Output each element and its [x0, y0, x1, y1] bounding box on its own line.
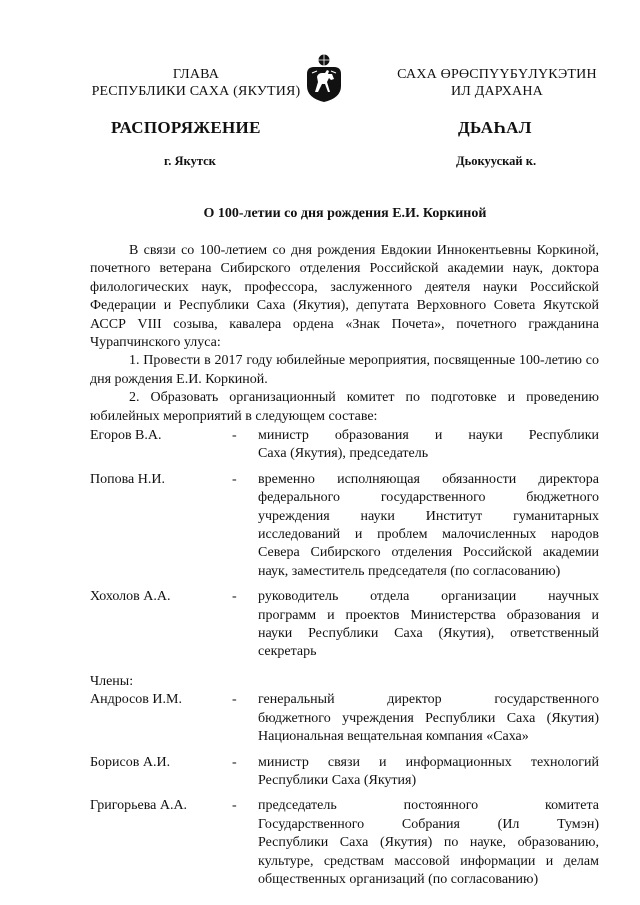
committee-row	[90, 427, 599, 464]
member-role	[258, 427, 599, 464]
member-role	[258, 471, 599, 581]
issuer-republic-line: РЕСПУБЛИКИ САХА (ЯКУТИЯ)	[91, 84, 301, 99]
preamble-paragraph: В связи со 100-летием со дня рождения Евдокии Иннокентьевны Коркиной, почетного ветерана Сибирского отделения Российской академии наук, доктора филологических наук, профессора, заслуженного деятеля науки Российской Федерации и Республики Саха (Якутия), депутата Верховного Совета Якутской АССР VIII созыва, кавалера ордена «Знак Почета», почетного гражданина Чурапчинского улуса:	[90, 243, 599, 351]
role-line: учреждения науки Институт гуманитарных	[258, 508, 599, 524]
role-line: временно исполняющая обязанности директора	[258, 471, 599, 487]
item-1-paragraph: 1. Провести в 2017 году юбилейные мероприятия, посвященные 100-летию со дня рождения Е.И. Коркиной.	[90, 353, 599, 387]
issuer-title-line: ГЛАВА	[172, 67, 220, 82]
role-line: бюджетного учреждения Республики Саха (Якутия)	[258, 710, 599, 726]
member-name: Борисов А.И.	[90, 754, 171, 770]
member-name: Егоров В.А.	[90, 428, 162, 443]
member-role	[258, 691, 599, 746]
committee-list	[90, 427, 599, 889]
member-role	[258, 754, 599, 791]
document-type-sakha: ДЬАҺАЛ	[458, 118, 532, 137]
member-row	[90, 797, 599, 889]
role-line: министр образования и науки Республики	[258, 428, 599, 443]
member-dash: -	[232, 798, 237, 814]
role-line: Национальная вещательная компания «Саха»	[258, 729, 529, 745]
document-body	[90, 242, 599, 426]
role-line: секретарь	[258, 644, 317, 660]
issuer-header-sakha	[392, 66, 602, 100]
document-subject: О 100-летии со дня рождения Е.И. Коркиной	[203, 206, 487, 221]
issuer-republic-line-sakha: САХА ӨРӨСПҮҮБҮЛҮКЭТИН	[397, 67, 597, 82]
role-line: Саха (Якутия), председатель	[258, 446, 429, 462]
issuer-header-russian	[80, 66, 312, 100]
member-name: Попова Н.И.	[90, 471, 165, 487]
city-russian: г. Якутск	[164, 154, 216, 168]
members-label: Члены:	[90, 673, 134, 689]
role-line: Республики Саха (Якутия)	[258, 772, 417, 788]
role-line: наук, заместитель председателя (по согласованию)	[258, 563, 561, 579]
member-dash: -	[232, 754, 237, 770]
role-line: генеральный директор государственного	[258, 692, 599, 708]
member-name: Григорьева А.А.	[90, 798, 188, 814]
role-line: федерального государственного бюджетного	[258, 490, 599, 506]
role-line: министр связи и информационных технологий	[258, 754, 599, 770]
role-line: Севера Сибирского отделения Российской академии	[258, 545, 599, 561]
role-line: Государственного Собрания (Ил Тумэн)	[258, 816, 599, 832]
member-role	[258, 588, 599, 662]
role-line: общественных организаций (по согласованию)	[258, 871, 539, 887]
member-name: Андросов И.М.	[90, 692, 182, 708]
member-dash: -	[232, 471, 237, 487]
member-dash: -	[232, 589, 237, 605]
role-line: председатель постоянного комитета	[258, 798, 599, 814]
coat-of-arms-emblem	[305, 52, 343, 104]
member-role	[258, 797, 599, 889]
committee-row	[90, 471, 599, 581]
member-dash: -	[232, 692, 237, 708]
issuer-title-line-sakha: ИЛ ДАРХАНА	[450, 84, 543, 99]
member-row	[90, 691, 599, 746]
committee-row	[90, 588, 599, 662]
role-line: программ и проектов Министерства образования и	[258, 607, 599, 623]
member-row	[90, 754, 599, 791]
role-line: руководитель отдела организации научных	[258, 589, 599, 605]
document-type-russian: РАСПОРЯЖЕНИЕ	[111, 118, 261, 137]
role-line: Республики Саха (Якутия) по науке, образованию,	[258, 835, 599, 851]
city-sakha: Дьокуускай к.	[456, 154, 537, 168]
member-dash: -	[232, 428, 237, 443]
item-2-paragraph: 2. Образовать организационный комитет по подготовке и проведению юбилейных мероприятий в следующем составе:	[90, 390, 599, 424]
role-line: культуре, средствам массовой информации и делам	[258, 853, 599, 869]
member-name: Хохолов А.А.	[90, 589, 171, 605]
role-line: науки Республики Саха (Якутия), ответственный	[258, 626, 599, 642]
role-line: исследований и проблем малочисленных народов	[258, 527, 599, 543]
